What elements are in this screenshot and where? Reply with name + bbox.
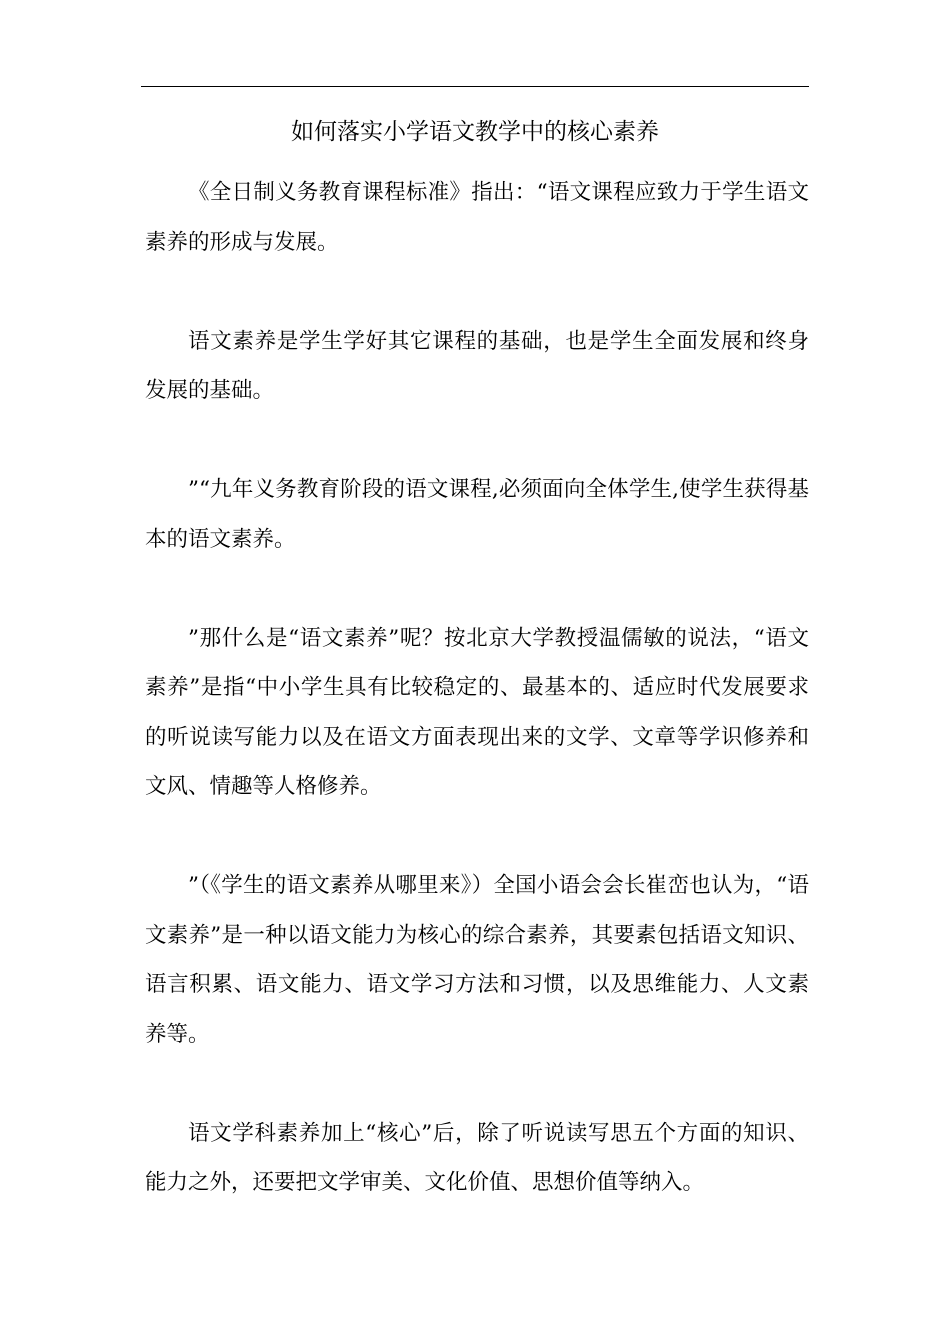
header-rule <box>141 86 809 87</box>
paragraph-6: 语文学科素养加上“核心”后，除了听说读写思五个方面的知识、能力之外，还要把文学审美、文化价值、思想价值等纳入。 <box>145 1120 809 1195</box>
document-title: 如何落实小学语文教学中的核心素养 <box>291 119 659 145</box>
paragraph-2: 语文素养是学生学好其它课程的基础，也是学生全面发展和终身发展的基础。 <box>145 328 809 403</box>
paragraph-5: ”（《学生的语文素养从哪里来》）全国小语会会长崔峦也认为，“语文素养”是一种以语文能力为核心的综合素养，其要素包括语文知识、语言积累、语文能力、语文学习方法和习惯，以及思维能力、人文素养等。 <box>145 873 809 1047</box>
document-body <box>145 168 809 1208</box>
paragraph-4: ”那什么是“语文素养”呢？按北京大学教授温儒敏的说法，“语文素养”是指“中小学生具有比较稳定的、最基本的、适应时代发展要求的听说读写能力以及在语文方面表现出来的文学、文章等学识修养和文风、情趣等人格修养。 <box>145 625 809 799</box>
paragraph-3: ”“九年义务教育阶段的语文课程,必须面向全体学生,使学生获得基本的语文素养。 <box>145 477 809 552</box>
paragraph-1: 《全日制义务教育课程标准》指出：“语文课程应致力于学生语文素养的形成与发展。 <box>145 180 809 255</box>
